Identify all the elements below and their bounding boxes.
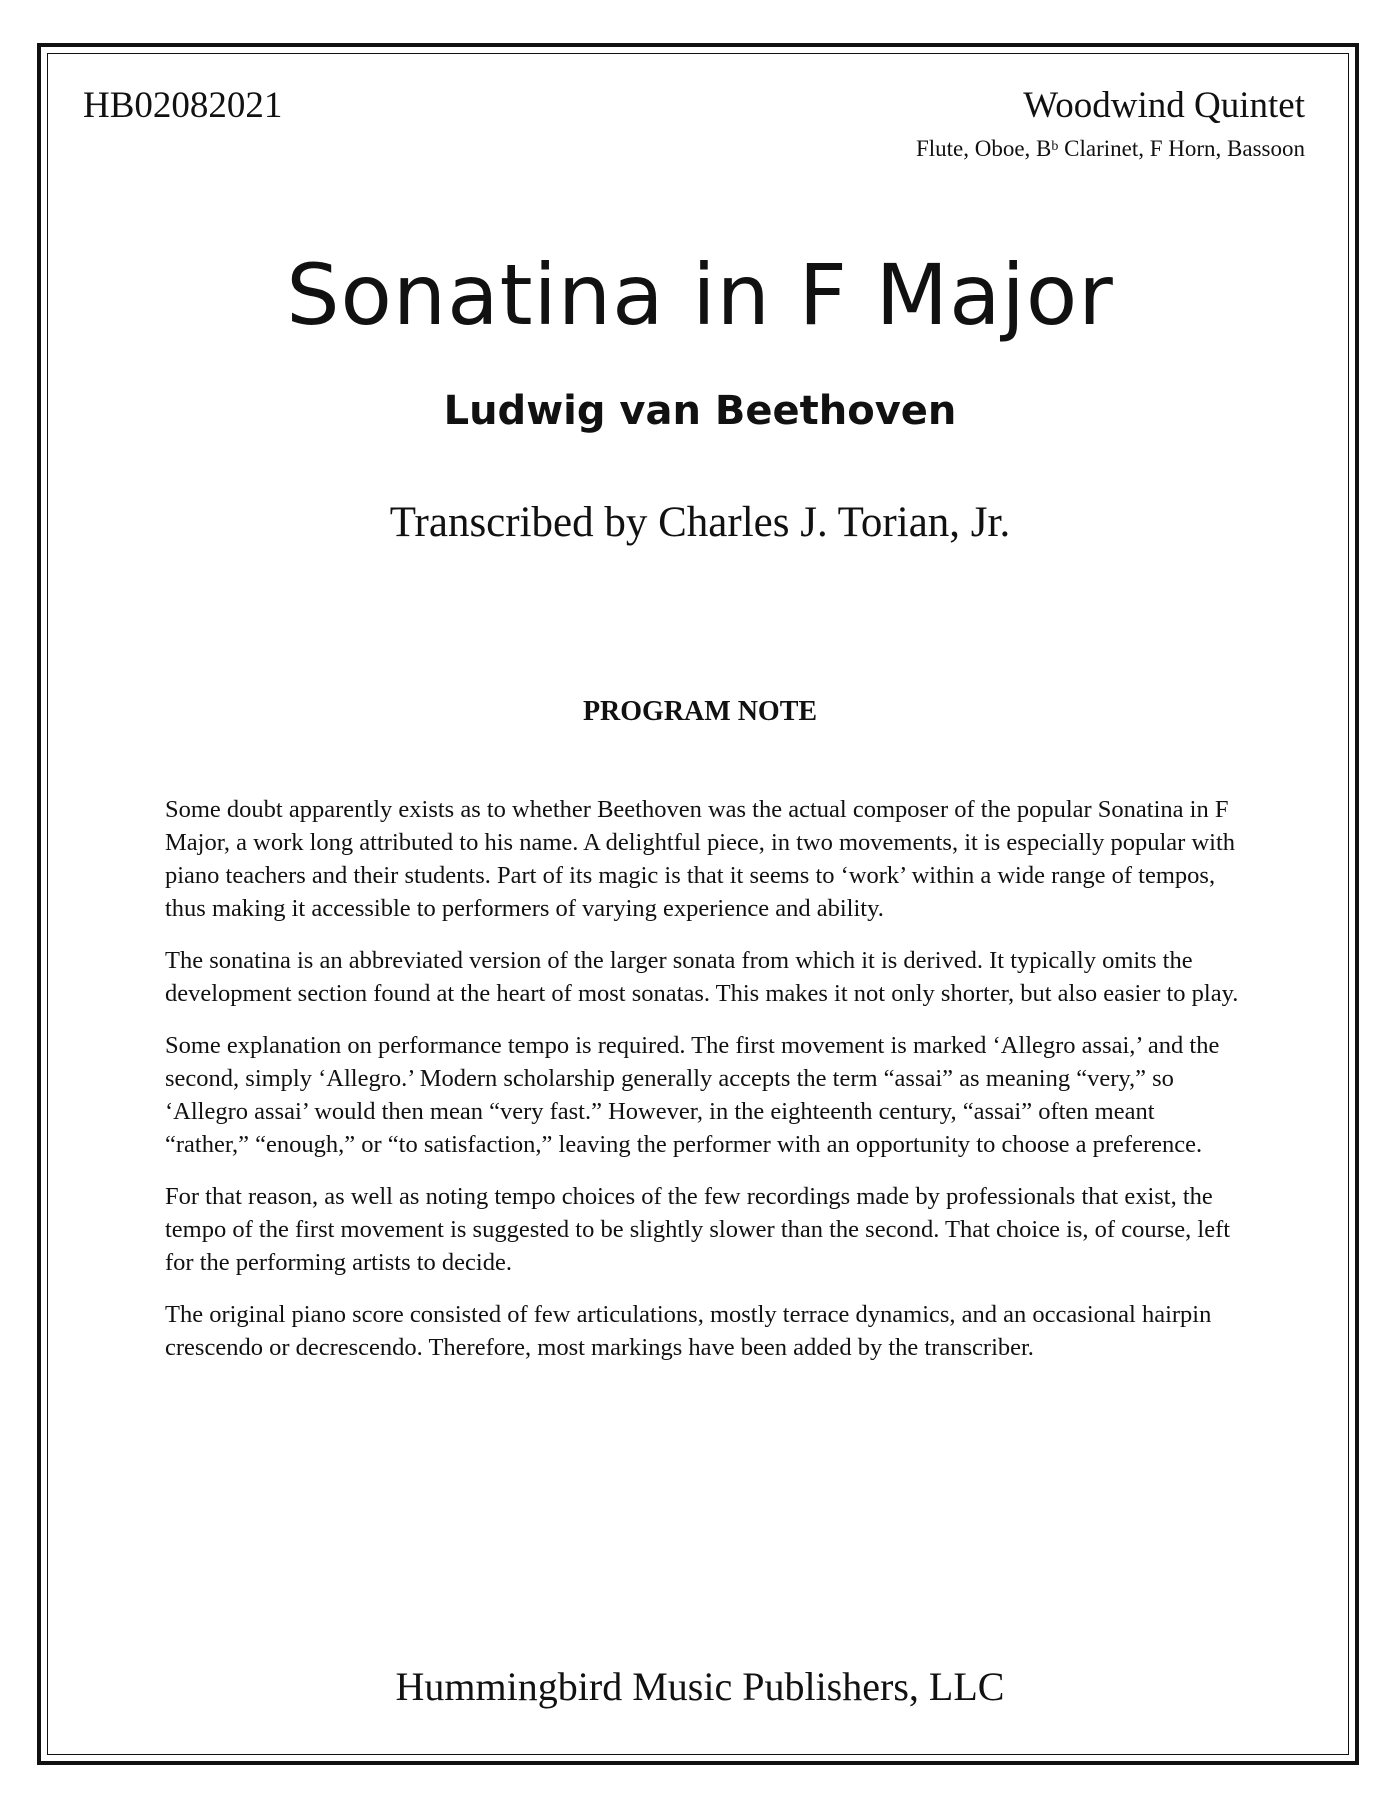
ensemble-type: Woodwind Quintet [1023,85,1305,126]
program-note-paragraph: Some doubt apparently exists as to whether Beethoven was the actual composer of the popular Sonatina in F Major, a work long attributed to his name. A delightful piece, in two movements, it is especially popular with piano teachers and their students. Part of its magic is that it seems to ‘work’ within a wide range of tempos, thus making it accessible to performers of varying experience and ability. [165,796,1236,922]
program-note-body [165,793,1240,1383]
instruments-part-1: Flute, Oboe, B [915,136,1052,161]
instrumentation-line [916,135,1305,163]
composer-name: Ludwig van Beethoven [443,388,957,434]
instruments-part-2: Clarinet, F Horn, Bassoon [1058,136,1305,161]
flat-symbol: b [1051,139,1059,154]
program-note-paragraph: For that reason, as well as noting tempo choices of the few recordings made by professionals that exist, the tempo of the first movement is suggested to be slightly slower than the second. That choice is, of course, left for the performing artists to decide. [165,1183,1231,1276]
publisher-name: Hummingbird Music Publishers, LLC [395,1664,1005,1709]
program-note-paragraph: The original piano score consisted of few articulations, mostly terrace dynamics, and an occasional hairpin crescendo or decrescendo. Therefore, most markings have been added by the transcriber. [165,1301,1212,1361]
transcriber-credit: Transcribed by Charles J. Torian, Jr. [389,499,1011,546]
program-note-paragraph: The sonatina is an abbreviated version of the larger sonata from which it is derived. It typically omits the development section found at the heart of most sonatas. This makes it not only shorter, but also easier to play. [165,947,1239,1007]
catalog-number: HB02082021 [83,85,283,126]
work-title: Sonatina in F Major [286,246,1114,344]
program-note-paragraph: Some explanation on performance tempo is required. The first movement is marked ‘Allegro assai,’ and the second, simply ‘Allegro.’ Modern scholarship generally accepts the term “assai” as meaning “very,” so ‘Allegro assai’ would then mean “very fast.” However, in the eighteenth century, “assai” often meant “rather,” “enough,” or “to satisfaction,” leaving the performer with an opportunity to choose a preference. [165,1032,1220,1158]
program-note-heading: PROGRAM NOTE [582,696,818,727]
